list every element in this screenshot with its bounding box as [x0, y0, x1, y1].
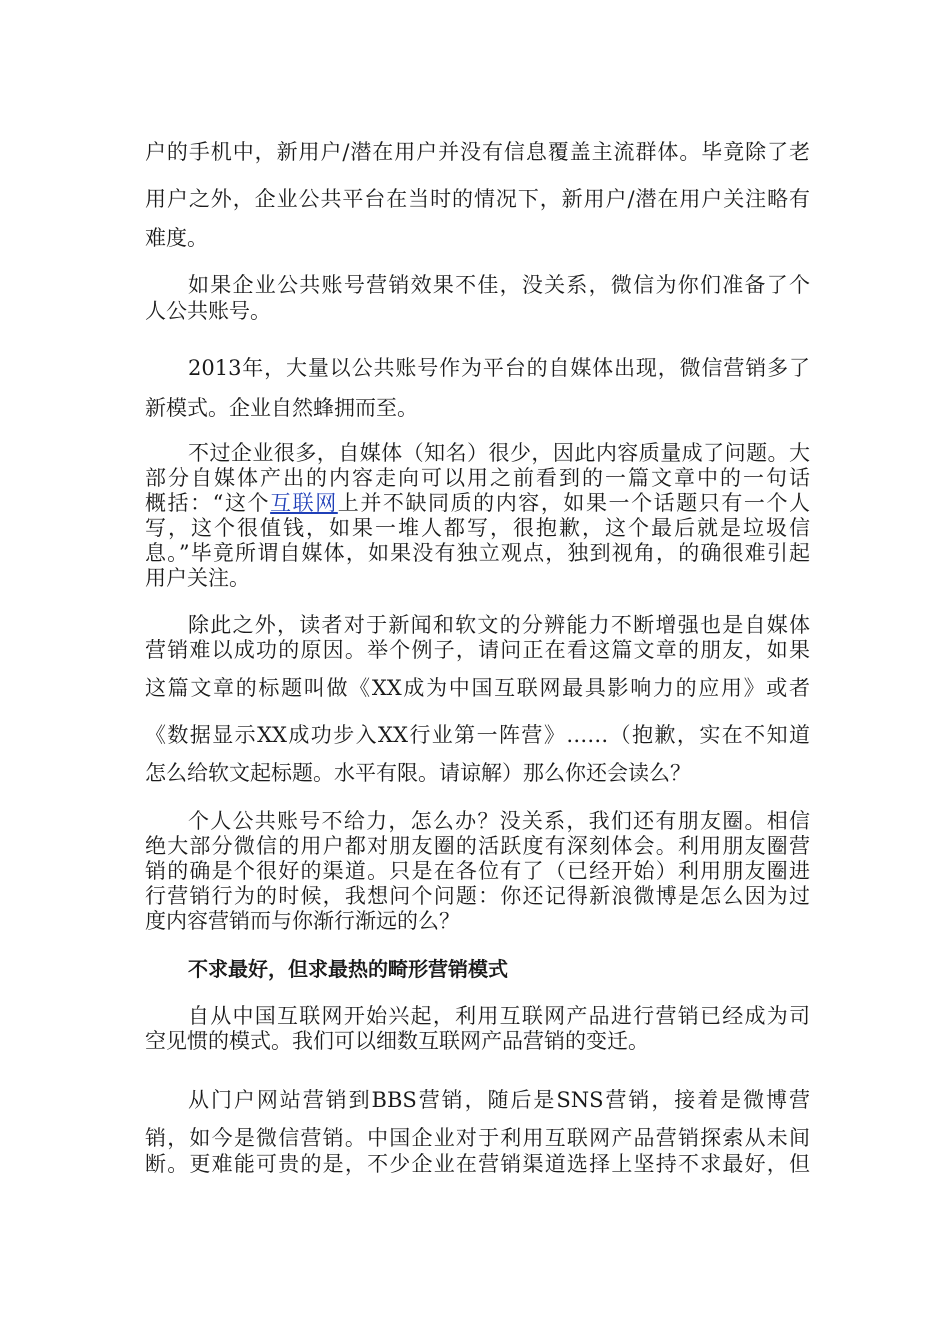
paragraph-line: 除此之外，读者对于新闻和软文的分辨能力不断增强也是自媒体	[188, 613, 810, 637]
quote-prefix: 概括：“这个	[145, 491, 271, 515]
paragraph-line: 空见惯的模式。我们可以细数互联网产品营销的变迁。	[145, 1029, 649, 1053]
paragraph-line: 写，这个很值钱，如果一堆人都写，很抱歉，这个最后就是垃圾信	[145, 516, 810, 540]
paragraph-line: 用户之外，企业公共平台在当时的情况下，新用户/潜在用户关注略有	[145, 187, 810, 211]
paragraph-line: 户的手机中，新用户/潜在用户并没有信息覆盖主流群体。毕竟除了老	[145, 140, 810, 164]
paragraph-line: 难度。	[145, 226, 208, 250]
paragraph-line: 新模式。企业自然蜂拥而至。	[145, 396, 418, 420]
paragraph-line: 销，如今是微信营销。中国企业对于利用互联网产品营销探索从未间	[145, 1126, 810, 1150]
paragraph-line: 部分自媒体产出的内容走向可以用之前看到的一篇文章中的一句话	[145, 466, 810, 490]
quote-rest: 上并不缺同质的内容，如果一个话题只有一个人	[337, 491, 811, 515]
paragraph-line: 如果企业公共账号营销效果不佳，没关系，微信为你们准备了个	[188, 273, 810, 297]
paragraph-line: 绝大部分微信的用户都对朋友圈的活跃度有深刻体会。利用朋友圈营	[145, 834, 810, 858]
paragraph-line: 人公共账号。	[145, 299, 271, 323]
paragraph-line: 度内容营销而与你渐行渐远的么？	[145, 909, 460, 933]
paragraph-line: 这篇文章的标题叫做《XX成为中国互联网最具影响力的应用》或者	[145, 676, 810, 700]
paragraph-line: 个人公共账号不给力，怎么办？没关系，我们还有朋友圈。相信	[188, 809, 810, 833]
paragraph-line: 断。更难能可贵的是，不少企业在营销渠道选择上坚持不求最好，但	[145, 1152, 810, 1176]
paragraph-line: 从门户网站营销到BBS营销，随后是SNS营销，接着是微博营	[188, 1088, 810, 1112]
paragraph-line: 销的确是个很好的渠道。只是在各位有了（已经开始）利用朋友圈进	[145, 859, 810, 883]
paragraph-line: 行营销行为的时候，我想问个问题：你还记得新浪微博是怎么因为过	[145, 884, 810, 908]
paragraph-line: 不过企业很多，自媒体（知名）很少，因此内容质量成了问题。大	[188, 441, 810, 465]
paragraph-line: 用户关注。	[145, 566, 250, 590]
paragraph-line: 营销难以成功的原因。举个例子，请问正在看这篇文章的朋友，如果	[145, 638, 810, 662]
paragraph-line: 自从中国互联网开始兴起，利用互联网产品进行营销已经成为司	[188, 1004, 810, 1028]
paragraph-line: 2013年，大量以公共账号作为平台的自媒体出现，微信营销多了	[188, 356, 810, 380]
paragraph-line-with-link	[145, 490, 810, 516]
paragraph-line: 息。”毕竟所谓自媒体，如果没有独立观点，独到视角，的确很难引起	[145, 541, 810, 565]
internet-link[interactable]: 互联网	[270, 491, 338, 515]
paragraph-line: 《数据显示XX成功步入XX行业第一阵营》……（抱歉，实在不知道	[145, 723, 810, 747]
section-heading: 不求最好，但求最热的畸形营销模式	[188, 957, 508, 981]
paragraph-line: 怎么给软文起标题。水平有限。请谅解）那么你还会读么？	[145, 761, 691, 785]
